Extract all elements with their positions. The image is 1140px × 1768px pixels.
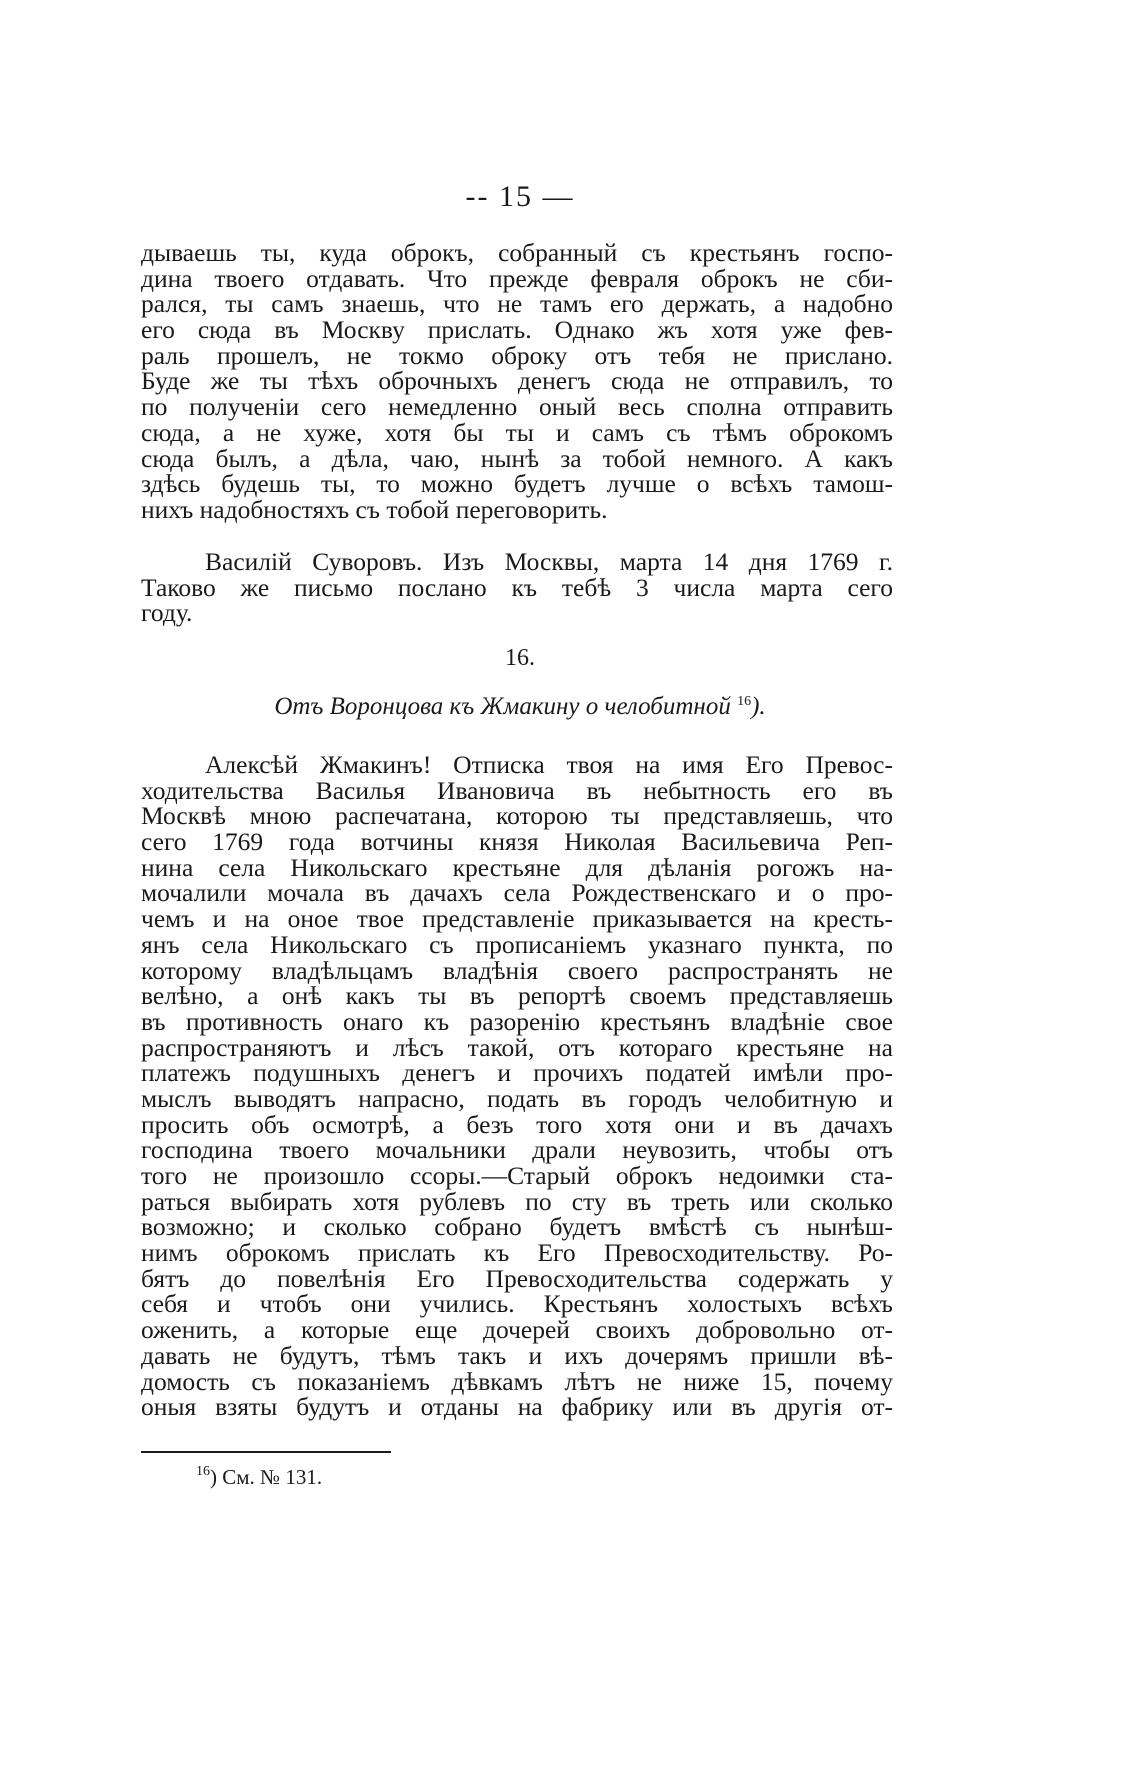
text-line: сего 1769 года вотчины князя Николая Васильевича Реп- (141, 827, 893, 857)
text-line: раться выбирать хотя рублевъ по сту въ треть или сколько (141, 1186, 893, 1216)
text-line: янъ села Никольскаго съ прописаніемъ указнаго пункта, по (141, 929, 893, 959)
heading-footnote-marker: 16 (737, 694, 752, 709)
heading-close: ). (751, 693, 766, 720)
text-line: возможно; и сколько собрано будетъ вмѣстѣ съ нынѣш- (141, 1212, 893, 1242)
footnote (196, 1464, 322, 1490)
footnote-marker: 16 (196, 1464, 210, 1479)
text-line: того не произошло ссоры.—Старый оброкъ недоимки ста- (141, 1161, 893, 1190)
text-line: нимъ оброкомъ прислать къ Его Превосходительству. Ро- (141, 1238, 893, 1268)
text-line: нихъ надобностяхъ съ тобой переговорить. (141, 494, 608, 524)
text-line: раль прошелъ, не токмо оброку отъ тебя не прислано. (141, 340, 893, 370)
text-line: давать не будутъ, тѣмъ такъ и ихъ дочерямъ пришли вѣ- (141, 1340, 893, 1370)
text-line: ходительства Василья Ивановича въ небытность его въ (141, 775, 893, 805)
footnote-text: ) См. № 131. (210, 1465, 323, 1489)
text-line: бятъ до повелѣнія Его Превосходительства содержать у (141, 1263, 893, 1293)
letter-end-paragraph (141, 240, 893, 523)
text-line: господина твоего мочальники драли неувозить, чтобы отъ (141, 1135, 893, 1165)
text-line: Алексѣй Жмакинъ! Отписка твоя на имя Его Превос- (205, 750, 893, 779)
text-line: платежъ подушныхъ денегъ и прочихъ податей имѣли про- (141, 1058, 893, 1088)
text-line: оженить, а которые еще дочерей своихъ добровольно от- (141, 1315, 893, 1345)
text-line: нина села Никольскаго крестьяне для дѣланія рогожъ на- (141, 852, 893, 882)
text-line: себя и чтобъ они учились. Крестьянъ холостыхъ всѣхъ (141, 1289, 893, 1319)
signature-line: году. (141, 598, 193, 628)
text-line: Буде же ты тѣхъ оброчныхъ денегъ сюда не отправилъ, то (141, 366, 893, 396)
signature-block (141, 549, 893, 626)
text-line: домость съ показаніемъ дѣвкамъ лѣтъ не ниже 15, почему (141, 1366, 893, 1396)
page-number: -- 15 — (465, 180, 575, 213)
footnote-divider (141, 1451, 391, 1453)
text-line: которому владѣльцамъ владѣнія своего распространять не (141, 955, 893, 985)
text-line: рался, ты самъ знаешь, что не тамъ его держать, а надобно (141, 289, 893, 319)
text-line: дина твоего отдавать. Что прежде февраля оброкъ не сби- (141, 263, 893, 293)
text-line: по полученіи сего немедленно оный весь сполна отправить (141, 392, 893, 422)
document-heading-text: Отъ Воронцова къ Жмакину о челобитной (274, 693, 731, 720)
text-line: мочалили мочала въ дачахъ села Рождественскаго и о про- (141, 878, 893, 908)
signature-line: Таково же письмо послано къ тебѣ 3 числа марта сего (141, 572, 893, 602)
signature-line: Василій Суворовъ. Изъ Москвы, марта 14 дня 1769 г. (205, 547, 893, 576)
text-line: Москвѣ мною распечатана, которою ты представляешь, что (141, 801, 893, 831)
document-heading (0, 693, 1040, 721)
document-number: 16. (505, 645, 535, 671)
text-line: дываешь ты, куда оброкъ, собранный съ крестьянъ госпо- (141, 238, 893, 267)
text-line: просить объ осмотрѣ, а безъ того хотя они и въ дачахъ (141, 1109, 893, 1139)
text-line: въ противность онаго къ разоренію крестьянъ владѣніе свое (141, 1006, 893, 1036)
text-line: оныя взяты будутъ и отданы на фабрику или въ другія от- (141, 1392, 893, 1422)
text-line: мыслъ выводятъ напрасно, подать въ городъ челобитную и (141, 1083, 893, 1113)
text-line: сюда, а не хуже, хотя бы ты и самъ съ тѣмъ оброкомъ (141, 417, 893, 447)
text-line: его сюда въ Москву прислать. Однако жъ хотя уже фев- (141, 315, 893, 345)
letter-paragraph (141, 752, 893, 1420)
text-line: здѣсь будешь ты, то можно будетъ лучше о всѣхъ тамош- (141, 469, 893, 499)
text-line: велѣно, а онѣ какъ ты въ репортѣ своемъ представляешь (141, 981, 893, 1011)
text-line: распространяютъ и лѣсъ такой, отъ котораго крестьяне на (141, 1032, 893, 1062)
text-line: чемъ и на оное твое представленіе приказывается на кресть- (141, 904, 893, 934)
text-line: сюда былъ, а дѣла, чаю, нынѣ за тобой немного. А какъ (141, 443, 893, 473)
